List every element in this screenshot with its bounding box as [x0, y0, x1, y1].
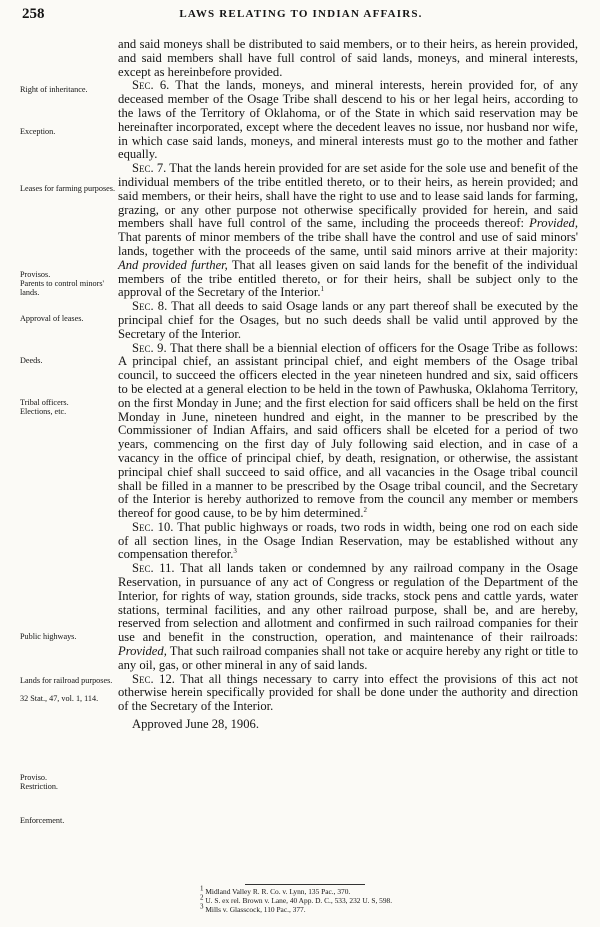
body-text [118, 38, 578, 732]
margin-note-proviso: Proviso. [20, 773, 48, 782]
section-11-text-b: That such railroad companies shall not take or acquire hereby any right or title to any oil, gas, or other mineral in any of said lands. [118, 644, 578, 672]
margin-note-enforcement: Enforcement. [20, 816, 65, 825]
margin-note-exception: Exception. [20, 127, 56, 136]
section-9 [118, 342, 578, 521]
footnote-2 [200, 893, 580, 905]
section-7-provided-further: And provided further, [118, 257, 228, 272]
section-12-text: That all things necessary to carry into effect the provisions of this act not otherwise herein specifically provided for shall be done under the authority and direction of the Secretary of the Interior. [118, 671, 578, 714]
margin-note-lands-for-railroad: Lands for railroad purposes. [20, 676, 113, 685]
running-title: LAWS RELATING TO INDIAN AFFAIRS. [179, 8, 423, 20]
footnote-3-mark: 3 [200, 902, 204, 911]
section-8 [118, 300, 578, 341]
margin-note-tribal-officers: Tribal officers. [20, 398, 69, 407]
section-6-text: That the lands, moneys, and mineral interests, herein provided for, of any deceased member of the Osage Tribe shall descend to his or her legal heirs, according to the laws of the Territory of Oklahoma, or of the State in which said reservation may be hereinafter incorporated, except where the decedent leaves no issue, nor husband nor wife, in which case said lands, moneys, and mineral interests must go to the mother and father equally. [118, 78, 579, 162]
footnotes [200, 884, 580, 914]
approval-date: Approved June 28, 1906. [132, 717, 259, 732]
section-12-label: Sec. 12. [132, 671, 175, 686]
margin-note-parents-to-control: Parents to control minors' lands. [20, 279, 105, 297]
section-11-label: Sec. 11. [132, 561, 175, 576]
page-header [22, 6, 580, 24]
margin-note-provisos: Provisos. [20, 270, 51, 279]
footnote-divider [245, 884, 365, 885]
section-11-provided: Provided, [118, 644, 167, 659]
section-6-label: Sec. 6. [132, 78, 170, 93]
section-7-provided: Provided, [529, 216, 578, 231]
page-number: 258 [22, 6, 45, 22]
margin-note-restriction: Restriction. [20, 782, 58, 791]
section-8-label: Sec. 8. [132, 299, 168, 314]
footnote-3 [200, 902, 580, 914]
section-12 [118, 673, 578, 714]
footnote-ref-2: 2 [363, 505, 367, 514]
section-10 [118, 521, 578, 562]
footnote-ref-1: 1 [320, 285, 324, 294]
margin-note-public-highways: Public highways. [20, 632, 77, 641]
section-10-label: Sec. 10. [132, 519, 174, 534]
margin-note-right-of-inheritance: Right of inheritance. [20, 85, 88, 94]
margin-note-deeds: Deeds. [20, 356, 43, 365]
section-7-text-a: That the lands herein provided for are set aside for the sole use and benefit of the individual members of the tribe entitled thereto, or to their heirs, as herein provided; and said members, or their heirs, shall have the right to use and to lease said lands for farming, grazing, or any other purpose not otherwise specifically provided for herein, and said members shall have full control of the same, including the proceeds thereof: [118, 161, 578, 231]
footnote-3-text: Mills v. Glasscock, 110 Pac., 377. [203, 905, 306, 914]
footnote-2-text: U. S. ex rel. Brown v. Lane, 40 App. D. C., 533, 232 U. S, 598. [203, 896, 393, 905]
margin-note-leases-for-farming: Leases for farming purposes. [20, 184, 116, 193]
section-7-label: Sec. 7. [132, 161, 167, 176]
footnote-2-mark: 2 [200, 893, 204, 902]
footnote-ref-3: 3 [233, 547, 237, 556]
footnote-1-text: Midland Valley R. R. Co. v. Lynn, 135 Pac., 370. [203, 887, 351, 896]
section-7 [118, 162, 578, 300]
paragraph-continuation: and said moneys shall be distributed to said members, or to their heirs, as herein provided, and said members shall have full control of said lands, moneys, and mineral interests, except as hereinbefore provided. [118, 37, 578, 79]
section-11-text-a: That all lands taken or condemned by any railroad company in the Osage Reservation, in pursuance of any act of Congress or regulation of the Department of the Interior, for rights of way, station grounds, side tracks, stock pens and cattle yards, water stations, terminal facilities, and any other railroad purpose, shall be, and are hereby, reserved from selection and allotment and confirmed in such railroad companies for their use and benefit in the construction, operation, and maintenance of their railroads: [118, 561, 579, 645]
section-9-text: That there shall be a biennial election of officers for the Osage Tribe as follows: A principal chief, an assistant principal chief, and eight members of the Osage tribal council, to succeed the officers elected in the year nineteen hundred and six, said officers to be elected at a general election to be held in the town of Pawhuska, Oklahoma Territory, on the first Monday in June; and the first election for said officers shall be held on the first Monday in June, nineteen hundred and eight, in the manner to be prescribed by the Commissioner of Indian Affairs, and said officers shall be elceted for a period of two years, commencing on the first day of July following said election, and in case of a vacancy in the office of principal chief, by death, resignation, or otherwise, the assistant principal chief shall succeed to said office, and all vacancies in the Osage tribal council shall be filled in a manner to be prescribed by the Osage tribal council, and the Secretary of the Interior is hereby authorized to remove from the council any member or members thereof for good cause, to be by him determined. [118, 340, 578, 521]
margin-note-approval-of-leases: Approval of leases. [20, 314, 84, 323]
section-11 [118, 562, 578, 672]
section-9-label: Sec. 9. [132, 340, 167, 355]
section-7-text-c: That all leases given on said lands for the benefit of the individual members of the tribe entitled thereto, or for their heirs, shall be subject only to the approval of the Secretary of the Interior. [118, 257, 578, 300]
section-8-text: That all deeds to said Osage lands or any part thereof shall be executed by the principal chief for the Osages, but no such deeds shall be valid until approved by the Secretary of the Interior. [118, 299, 578, 341]
section-6 [118, 79, 578, 162]
footnote-1-mark: 1 [200, 884, 204, 893]
section-7-text-b: That parents of minor members of the tribe shall have the control and use of said minors' lands, together with the proceeds of the same, until said minors arrive at their majority: [118, 230, 578, 258]
margin-note-stat-reference: 32 Stat., 47, vol. 1, 114. [20, 694, 99, 703]
margin-note-elections: Elections, etc. [20, 407, 67, 416]
footnote-1 [200, 884, 580, 896]
section-10-text: That public highways or roads, two rods in width, being one rod on each side of all section lines, in the Osage Indian Reservation, may be established without any compensation therefor. [118, 519, 579, 562]
